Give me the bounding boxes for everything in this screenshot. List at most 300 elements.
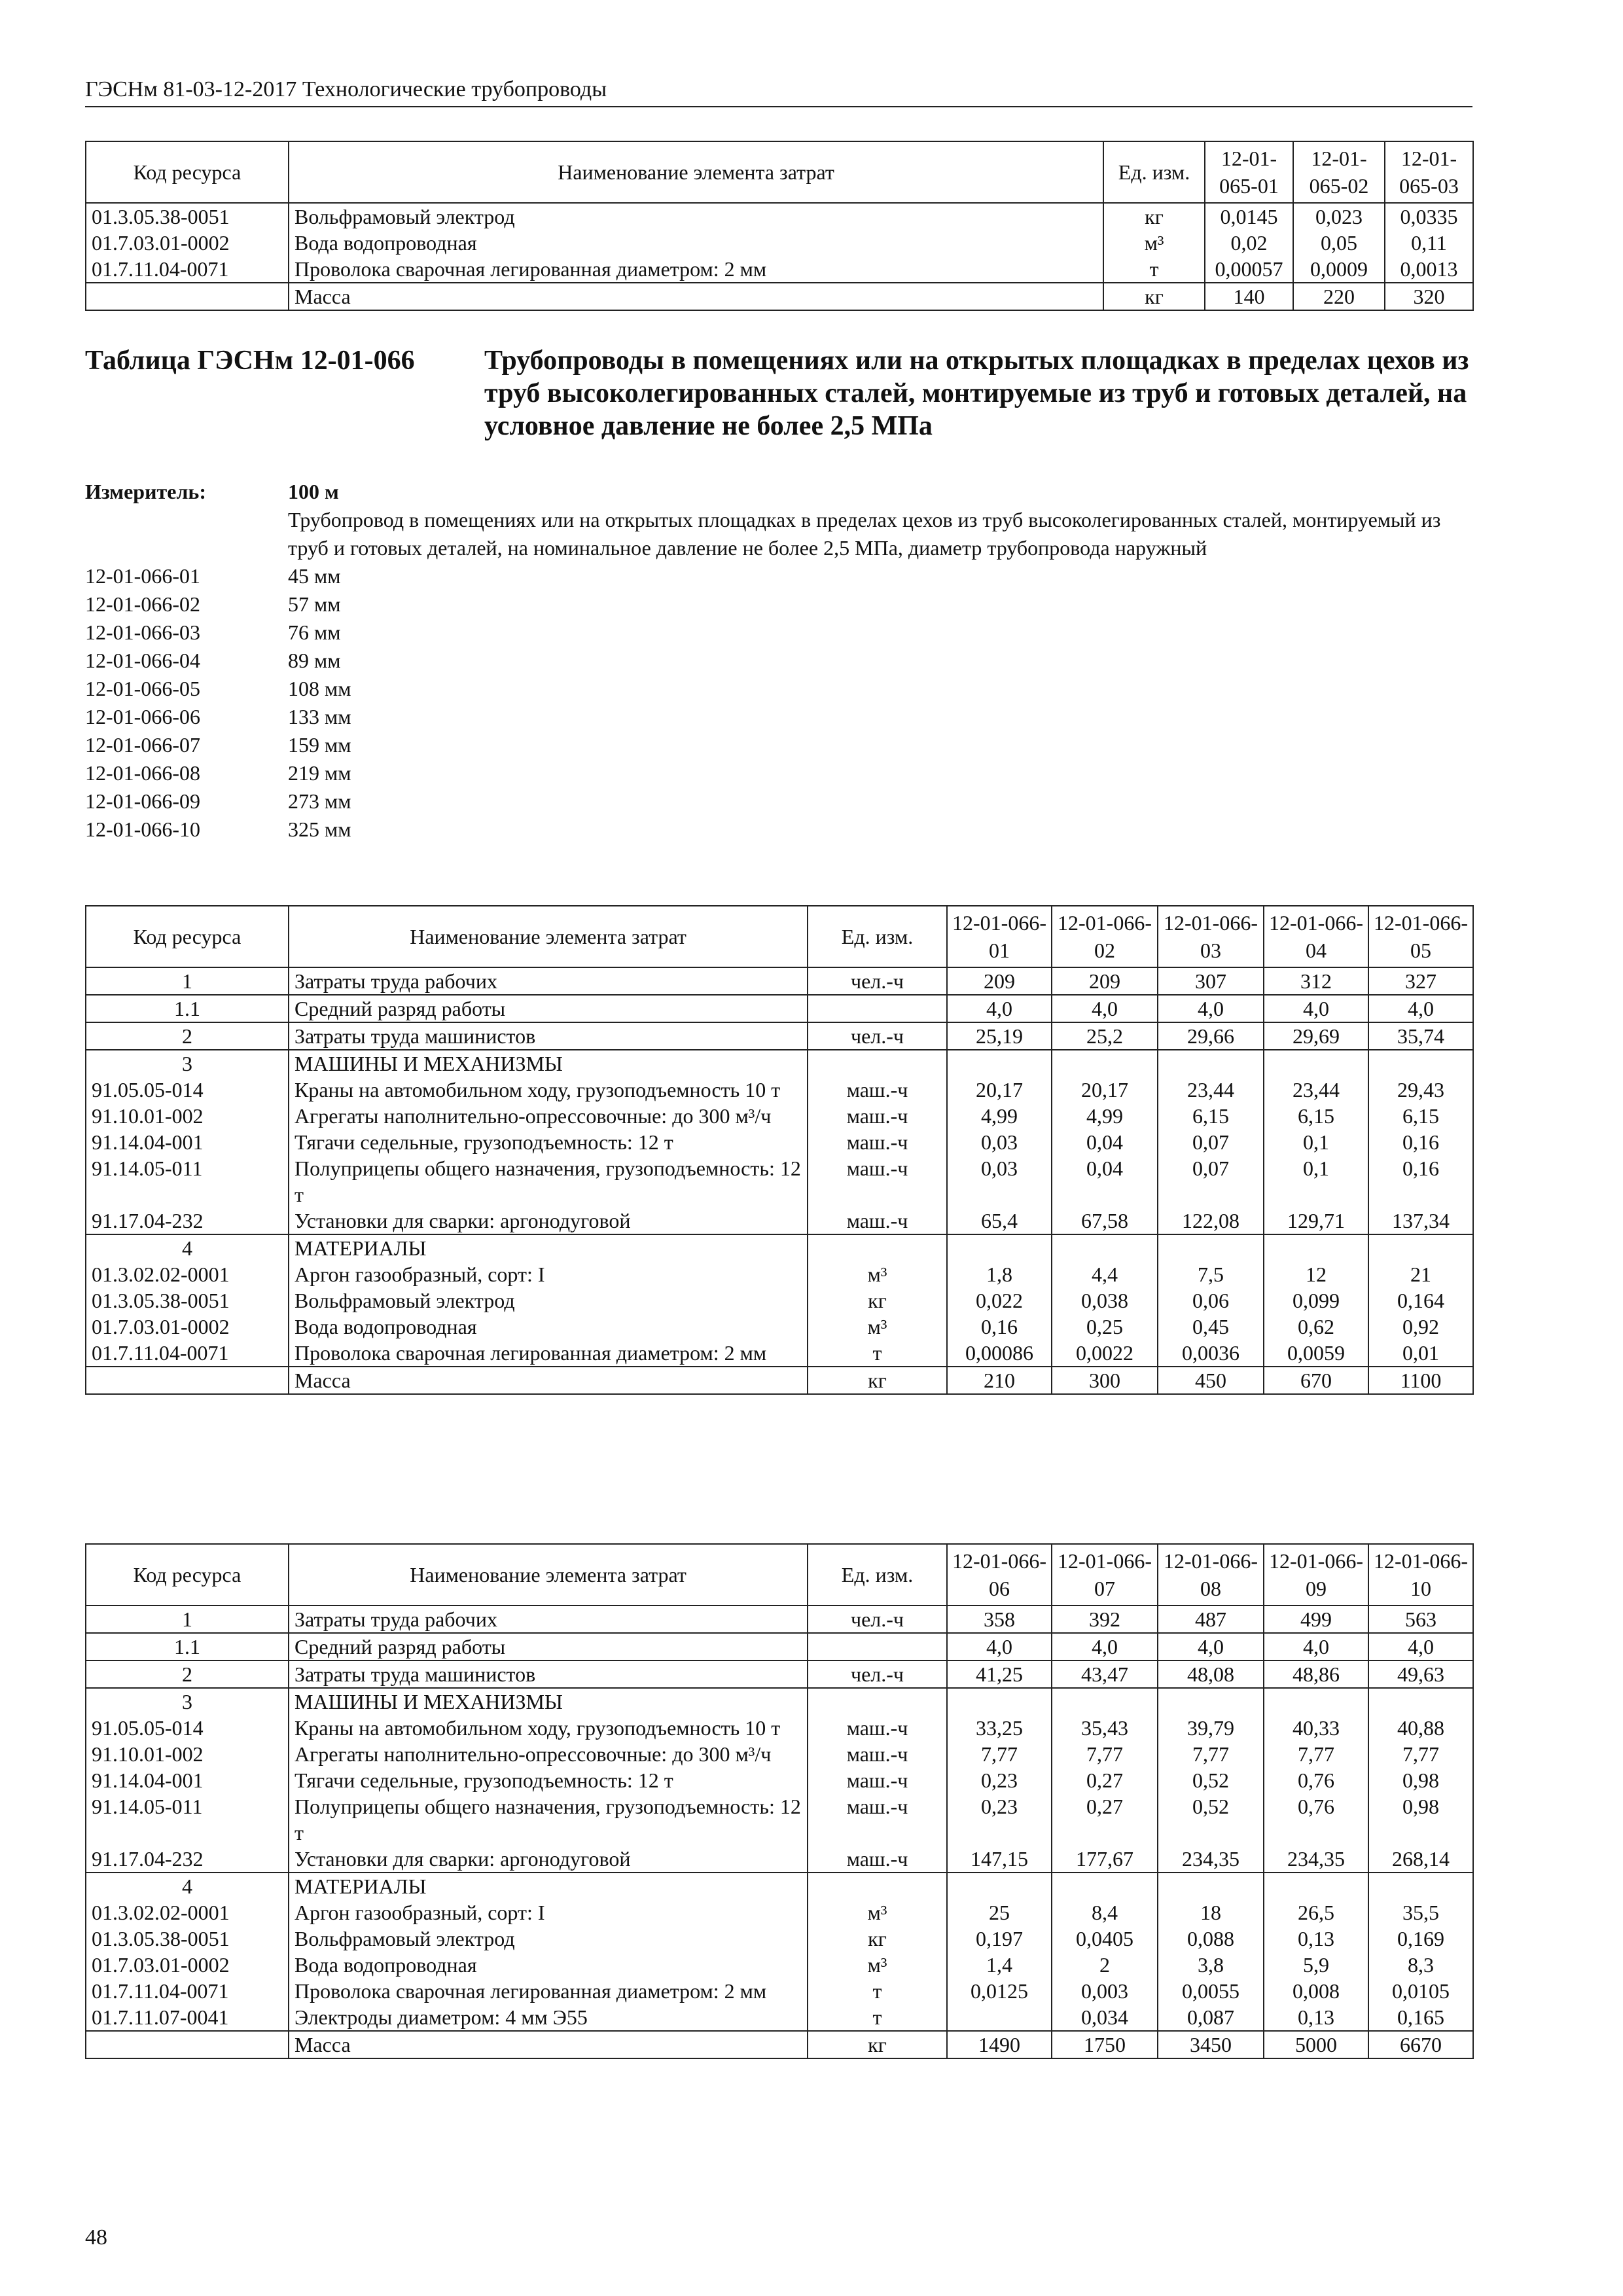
row-value: 0,169	[1368, 1926, 1473, 1952]
row-code: 01.3.05.38-0051	[86, 1926, 289, 1952]
row-name: Проволока сварочная легированная диаметром: 2 мм	[289, 256, 1103, 283]
row-value: 137,34	[1368, 1208, 1473, 1234]
row-value: 18	[1158, 1899, 1264, 1926]
row-value: 4,99	[947, 1103, 1052, 1129]
row-value	[1368, 1234, 1473, 1261]
row-value: 33,25	[947, 1715, 1052, 1741]
header-code: Код ресурса	[86, 906, 289, 967]
row-value: 4,0	[1368, 1633, 1473, 1660]
diameter-code: 12-01-066-05	[85, 677, 200, 700]
row-value: 7,77	[1264, 1741, 1368, 1767]
row-value: 0,98	[1368, 1767, 1473, 1793]
diameter-item	[85, 619, 1479, 647]
table-row	[86, 1314, 1473, 1340]
header-column-code: 12-01-066-08	[1158, 1544, 1264, 1605]
diameter-item	[85, 675, 1479, 703]
diameter-code: 12-01-066-09	[85, 789, 200, 813]
row-value: 48,08	[1158, 1660, 1264, 1688]
diameter-value: 133 мм	[288, 705, 351, 728]
row-value: 26,5	[1264, 1899, 1368, 1926]
row-value: 0,034	[1052, 2004, 1158, 2031]
row-value: 0,023	[1293, 203, 1385, 230]
header-name: Наименование элемента затрат	[289, 1544, 808, 1605]
table-row	[86, 1767, 1473, 1793]
row-value: 0,038	[1052, 1287, 1158, 1314]
row-value: 0,0022	[1052, 1340, 1158, 1367]
row-value: 35,5	[1368, 1899, 1473, 1926]
row-value: 4,0	[1158, 1633, 1264, 1660]
row-unit: маш.-ч	[808, 1103, 947, 1129]
row-name: Затраты труда машинистов	[289, 1022, 808, 1050]
diameter-code: 12-01-066-08	[85, 761, 200, 785]
header-code: Код ресурса	[86, 1544, 289, 1605]
row-name: Проволока сварочная легированная диаметром: 2 мм	[289, 1340, 808, 1367]
row-code	[86, 2031, 289, 2058]
diameter-code: 12-01-066-06	[85, 705, 200, 728]
diameter-list	[85, 562, 1479, 844]
table-row	[86, 1633, 1473, 1660]
row-value: 6670	[1368, 2031, 1473, 2058]
header-name: Наименование элемента затрат	[289, 906, 808, 967]
row-value: 4,0	[1368, 995, 1473, 1022]
row-value	[1264, 1234, 1368, 1261]
header-unit: Ед. изм.	[808, 1544, 947, 1605]
row-value	[1368, 1688, 1473, 1715]
header-unit: Ед. изм.	[808, 906, 947, 967]
table-header-row	[86, 1544, 1473, 1605]
row-name: Вольфрамовый электрод	[289, 1926, 808, 1952]
row-value: 268,14	[1368, 1846, 1473, 1873]
row-value: 12	[1264, 1261, 1368, 1287]
row-code: 91.17.04-232	[86, 1846, 289, 1873]
row-code: 01.7.03.01-0002	[86, 1952, 289, 1978]
row-code: 91.05.05-014	[86, 1715, 289, 1741]
row-value: 0,05	[1293, 230, 1385, 256]
header-column-code: 12-01-066-07	[1052, 1544, 1158, 1605]
row-code: 01.7.11.04-0071	[86, 256, 289, 283]
row-value: 21	[1368, 1261, 1473, 1287]
table-row	[86, 1234, 1473, 1261]
header-column-code: 12-01-066-02	[1052, 906, 1158, 967]
row-value: 0,197	[947, 1926, 1052, 1952]
row-value: 122,08	[1158, 1208, 1264, 1234]
row-name: Масса	[289, 1367, 808, 1394]
row-value	[1368, 1873, 1473, 1899]
row-value: 307	[1158, 967, 1264, 995]
row-unit: кг	[808, 1367, 947, 1394]
row-value: 20,17	[1052, 1077, 1158, 1103]
table-row	[86, 1103, 1473, 1129]
row-value	[1158, 1234, 1264, 1261]
row-value: 563	[1368, 1605, 1473, 1633]
row-value: 23,44	[1264, 1077, 1368, 1103]
row-value: 129,71	[1264, 1208, 1368, 1234]
diameter-code: 12-01-066-04	[85, 649, 200, 672]
header-column-code: 12-01-066-10	[1368, 1544, 1473, 1605]
row-value: 0,76	[1264, 1793, 1368, 1846]
row-value: 0,00086	[947, 1340, 1052, 1367]
row-name: Краны на автомобильном ходу, грузоподъемность 10 т	[289, 1077, 808, 1103]
row-name: Затраты труда машинистов	[289, 1660, 808, 1688]
row-name: Краны на автомобильном ходу, грузоподъемность 10 т	[289, 1715, 808, 1741]
row-value: 49,63	[1368, 1660, 1473, 1688]
row-value	[1052, 1050, 1158, 1077]
row-value: 0,25	[1052, 1314, 1158, 1340]
table-row	[86, 256, 1473, 283]
row-value	[947, 1234, 1052, 1261]
row-code: 01.3.02.02-0001	[86, 1261, 289, 1287]
diameter-item	[85, 731, 1479, 759]
row-value: 0,07	[1158, 1129, 1264, 1155]
row-value: 0,11	[1385, 230, 1473, 256]
table-row	[86, 1340, 1473, 1367]
diameter-value: 89 мм	[288, 649, 341, 672]
row-value: 0,52	[1158, 1767, 1264, 1793]
row-unit: кг	[808, 2031, 947, 2058]
row-code: 91.14.04-001	[86, 1767, 289, 1793]
row-value: 312	[1264, 967, 1368, 995]
row-name: Тягачи седельные, грузоподъемность: 12 т	[289, 1129, 808, 1155]
header-name: Наименование элемента затрат	[289, 141, 1103, 203]
row-value: 23,44	[1158, 1077, 1264, 1103]
row-value: 1,8	[947, 1261, 1052, 1287]
table-row	[86, 1155, 1473, 1208]
row-value: 0,23	[947, 1793, 1052, 1846]
row-value	[1264, 1688, 1368, 1715]
table-row	[86, 1367, 1473, 1394]
row-code: 3	[86, 1688, 289, 1715]
row-value: 327	[1368, 967, 1473, 995]
header-column-code: 12-01-066-03	[1158, 906, 1264, 967]
diameter-value: 273 мм	[288, 789, 351, 813]
row-name: МАШИНЫ И МЕХАНИЗМЫ	[289, 1688, 808, 1715]
row-unit: маш.-ч	[808, 1129, 947, 1155]
row-value: 7,77	[1052, 1741, 1158, 1767]
row-name: Полуприцепы общего назначения, грузоподъемность: 12 т	[289, 1155, 808, 1208]
table-row	[86, 2004, 1473, 2031]
row-value: 0,1	[1264, 1155, 1368, 1208]
row-value: 0,62	[1264, 1314, 1368, 1340]
row-value: 0,165	[1368, 2004, 1473, 2031]
row-value: 40,33	[1264, 1715, 1368, 1741]
table-title: Трубопроводы в помещениях или на открытых площадках в пределах цехов из труб высоколегированных сталей, монтируемые из труб и готовых деталей, на условное давление не более 2,5 МПа	[484, 346, 1469, 441]
row-name: Затраты труда рабочих	[289, 1605, 808, 1633]
row-unit: кг	[808, 1926, 947, 1952]
row-value: 0,0036	[1158, 1340, 1264, 1367]
row-value: 0,52	[1158, 1793, 1264, 1846]
row-unit: маш.-ч	[808, 1793, 947, 1846]
table-row	[86, 1688, 1473, 1715]
row-value: 29,43	[1368, 1077, 1473, 1103]
row-unit: кг	[808, 1287, 947, 1314]
table-row	[86, 1129, 1473, 1155]
row-name: Агрегаты наполнительно-опрессовочные: до 300 м³/ч	[289, 1741, 808, 1767]
row-value: 0,0009	[1293, 256, 1385, 283]
table-row	[86, 1660, 1473, 1688]
diameter-code: 12-01-066-07	[85, 733, 200, 757]
table-row	[86, 1261, 1473, 1287]
row-value: 220	[1293, 283, 1385, 310]
row-value: 0,088	[1158, 1926, 1264, 1952]
table-row	[86, 1873, 1473, 1899]
row-value: 0,0145	[1205, 203, 1293, 230]
row-name: Проволока сварочная легированная диаметром: 2 мм	[289, 1978, 808, 2004]
row-code: 01.7.11.04-0071	[86, 1340, 289, 1367]
measure-description: Трубопровод в помещениях или на открытых площадках в пределах цехов из труб высоколегированных сталей, монтируемый из труб и готовых деталей, на номинальное давление не более 2,5 МПа, диаметр трубопровода наружный	[288, 508, 1441, 560]
row-value: 4,0	[947, 1633, 1052, 1660]
table-row	[86, 283, 1473, 310]
row-value: 0,16	[947, 1314, 1052, 1340]
row-value: 0,03	[947, 1155, 1052, 1208]
row-name: Полуприцепы общего назначения, грузоподъемность: 12 т	[289, 1793, 808, 1846]
row-value: 487	[1158, 1605, 1264, 1633]
row-value: 3450	[1158, 2031, 1264, 2058]
row-code: 91.10.01-002	[86, 1103, 289, 1129]
row-value: 0,0013	[1385, 256, 1473, 283]
row-value: 0,0105	[1368, 1978, 1473, 2004]
row-value: 0,07	[1158, 1155, 1264, 1208]
row-value: 4,99	[1052, 1103, 1158, 1129]
table-row	[86, 967, 1473, 995]
row-name: Масса	[289, 2031, 808, 2058]
row-value: 41,25	[947, 1660, 1052, 1688]
row-code	[86, 283, 289, 310]
table-header-row	[86, 141, 1473, 203]
row-unit	[808, 1873, 947, 1899]
row-value: 7,77	[947, 1741, 1052, 1767]
row-value: 3,8	[1158, 1952, 1264, 1978]
row-code: 4	[86, 1873, 289, 1899]
row-name: Аргон газообразный, сорт: I	[289, 1899, 808, 1926]
row-value: 4,0	[1052, 1633, 1158, 1660]
row-value: 25,19	[947, 1022, 1052, 1050]
diameter-code: 12-01-066-02	[85, 592, 200, 616]
row-value: 0,27	[1052, 1793, 1158, 1846]
row-value: 1490	[947, 2031, 1052, 2058]
row-value: 670	[1264, 1367, 1368, 1394]
row-value: 4,4	[1052, 1261, 1158, 1287]
table-row	[86, 1077, 1473, 1103]
header-unit: Ед. изм.	[1103, 141, 1205, 203]
row-value: 0,087	[1158, 2004, 1264, 2031]
row-value: 0,45	[1158, 1314, 1264, 1340]
table-row	[86, 1899, 1473, 1926]
row-unit: т	[808, 1340, 947, 1367]
row-code: 91.14.05-011	[86, 1793, 289, 1846]
row-unit: чел.-ч	[808, 967, 947, 995]
diameter-value: 325 мм	[288, 817, 351, 841]
row-value: 7,77	[1368, 1741, 1473, 1767]
row-value: 0,02	[1205, 230, 1293, 256]
table-row	[86, 1978, 1473, 2004]
row-value: 0,099	[1264, 1287, 1368, 1314]
row-code: 2	[86, 1660, 289, 1688]
row-value	[947, 1050, 1052, 1077]
row-value: 177,67	[1052, 1846, 1158, 1873]
row-value: 8,3	[1368, 1952, 1473, 1978]
resource-table-066-06-10	[85, 1543, 1474, 2059]
row-value: 1750	[1052, 2031, 1158, 2058]
diameter-item	[85, 787, 1479, 816]
row-unit: м³	[808, 1314, 947, 1340]
table-row	[86, 1793, 1473, 1846]
row-value: 234,35	[1264, 1846, 1368, 1873]
row-unit: маш.-ч	[808, 1767, 947, 1793]
running-header: ГЭСНм 81-03-12-2017 Технологические трубопроводы	[85, 77, 1472, 107]
page-number: 48	[85, 2225, 107, 2250]
row-unit	[808, 1633, 947, 1660]
row-name: Вольфрамовый электрод	[289, 203, 1103, 230]
row-name: Электроды диаметром: 4 мм Э55	[289, 2004, 808, 2031]
row-value: 0,003	[1052, 1978, 1158, 2004]
row-unit: кг	[1103, 283, 1205, 310]
row-value: 29,66	[1158, 1022, 1264, 1050]
table-label: Таблица ГЭСНм 12-01-066	[85, 346, 415, 376]
row-unit	[808, 995, 947, 1022]
row-unit: т	[1103, 256, 1205, 283]
row-value: 300	[1052, 1367, 1158, 1394]
table-row	[86, 1846, 1473, 1873]
table-row	[86, 1287, 1473, 1314]
row-unit: чел.-ч	[808, 1605, 947, 1633]
row-value: 0,0059	[1264, 1340, 1368, 1367]
row-unit: т	[808, 1978, 947, 2004]
row-unit	[808, 1050, 947, 1077]
row-value: 20,17	[947, 1077, 1052, 1103]
row-value: 25,2	[1052, 1022, 1158, 1050]
row-code: 3	[86, 1050, 289, 1077]
diameter-value: 219 мм	[288, 761, 351, 785]
row-value: 40,88	[1368, 1715, 1473, 1741]
header-column-code: 12-01-066-04	[1264, 906, 1368, 967]
row-unit: т	[808, 2004, 947, 2031]
row-value: 0,13	[1264, 2004, 1368, 2031]
row-value: 65,4	[947, 1208, 1052, 1234]
row-value: 0,0405	[1052, 1926, 1158, 1952]
table-row	[86, 1022, 1473, 1050]
row-value: 320	[1385, 283, 1473, 310]
row-value: 0,01	[1368, 1340, 1473, 1367]
row-value: 5,9	[1264, 1952, 1368, 1978]
row-value: 4,0	[947, 995, 1052, 1022]
row-unit	[808, 1234, 947, 1261]
row-code: 01.7.03.01-0002	[86, 230, 289, 256]
row-unit: маш.-ч	[808, 1208, 947, 1234]
row-value	[1052, 1234, 1158, 1261]
row-unit: маш.-ч	[808, 1077, 947, 1103]
row-value: 2	[1052, 1952, 1158, 1978]
row-code: 1	[86, 1605, 289, 1633]
row-value	[1052, 1688, 1158, 1715]
row-value	[1368, 1050, 1473, 1077]
row-name: Установки для сварки: аргонодуговой	[289, 1208, 808, 1234]
row-unit: маш.-ч	[808, 1155, 947, 1208]
header-column-code: 12-01-066-01	[947, 906, 1052, 967]
table-row	[86, 1715, 1473, 1741]
diameter-code: 12-01-066-01	[85, 564, 200, 588]
row-value: 4,0	[1052, 995, 1158, 1022]
table-row	[86, 230, 1473, 256]
diameter-item	[85, 590, 1479, 619]
row-code: 01.7.11.07-0041	[86, 2004, 289, 2031]
row-value	[947, 1873, 1052, 1899]
row-value: 6,15	[1368, 1103, 1473, 1129]
measure-block	[85, 478, 1479, 844]
diameter-code: 12-01-066-03	[85, 620, 200, 644]
row-value	[1158, 1873, 1264, 1899]
row-value: 29,69	[1264, 1022, 1368, 1050]
row-value: 209	[1052, 967, 1158, 995]
table-row	[86, 995, 1473, 1022]
row-name: МАТЕРИАЛЫ	[289, 1873, 808, 1899]
row-value: 43,47	[1052, 1660, 1158, 1688]
row-value: 67,58	[1052, 1208, 1158, 1234]
table-row	[86, 1050, 1473, 1077]
row-code: 01.3.02.02-0001	[86, 1899, 289, 1926]
table-row	[86, 2031, 1473, 2058]
row-code: 91.14.04-001	[86, 1129, 289, 1155]
row-code: 1.1	[86, 1633, 289, 1660]
diameter-value: 45 мм	[288, 564, 341, 588]
diameter-item	[85, 647, 1479, 675]
header-column-code: 12-01-065-03	[1385, 141, 1473, 203]
row-value: 0,04	[1052, 1155, 1158, 1208]
row-value: 0,00057	[1205, 256, 1293, 283]
row-value: 0,03	[947, 1129, 1052, 1155]
table-row	[86, 203, 1473, 230]
table-row	[86, 1952, 1473, 1978]
resource-table-065	[85, 141, 1474, 311]
row-value: 4,0	[1158, 995, 1264, 1022]
row-code: 01.7.11.04-0071	[86, 1978, 289, 2004]
row-value: 0,0125	[947, 1978, 1052, 2004]
row-value	[1264, 1050, 1368, 1077]
row-name: Аргон газообразный, сорт: I	[289, 1261, 808, 1287]
row-value: 0,27	[1052, 1767, 1158, 1793]
row-value: 0,008	[1264, 1978, 1368, 2004]
row-value: 0,1	[1264, 1129, 1368, 1155]
row-value: 0,164	[1368, 1287, 1473, 1314]
row-unit: маш.-ч	[808, 1741, 947, 1767]
diameter-value: 159 мм	[288, 733, 351, 757]
row-value: 450	[1158, 1367, 1264, 1394]
row-value: 0,76	[1264, 1767, 1368, 1793]
table-row	[86, 1926, 1473, 1952]
row-name: Вода водопроводная	[289, 1952, 808, 1978]
row-code: 01.3.05.38-0051	[86, 1287, 289, 1314]
row-value: 7,5	[1158, 1261, 1264, 1287]
diameter-item	[85, 562, 1479, 590]
row-name: Вода водопроводная	[289, 1314, 808, 1340]
diameter-value: 108 мм	[288, 677, 351, 700]
row-value	[1158, 1688, 1264, 1715]
row-value: 35,74	[1368, 1022, 1473, 1050]
row-value: 0,13	[1264, 1926, 1368, 1952]
row-value: 35,43	[1052, 1715, 1158, 1741]
row-value: 4,0	[1264, 995, 1368, 1022]
header-column-code: 12-01-066-09	[1264, 1544, 1368, 1605]
row-name: Масса	[289, 283, 1103, 310]
diameter-value: 57 мм	[288, 592, 341, 616]
row-value: 0,16	[1368, 1155, 1473, 1208]
header-column-code: 12-01-066-06	[947, 1544, 1052, 1605]
row-name: Тягачи седельные, грузоподъемность: 12 т	[289, 1767, 808, 1793]
row-value: 8,4	[1052, 1899, 1158, 1926]
diameter-item	[85, 816, 1479, 844]
diameter-value: 76 мм	[288, 620, 341, 644]
row-unit: м³	[1103, 230, 1205, 256]
row-value: 358	[947, 1605, 1052, 1633]
